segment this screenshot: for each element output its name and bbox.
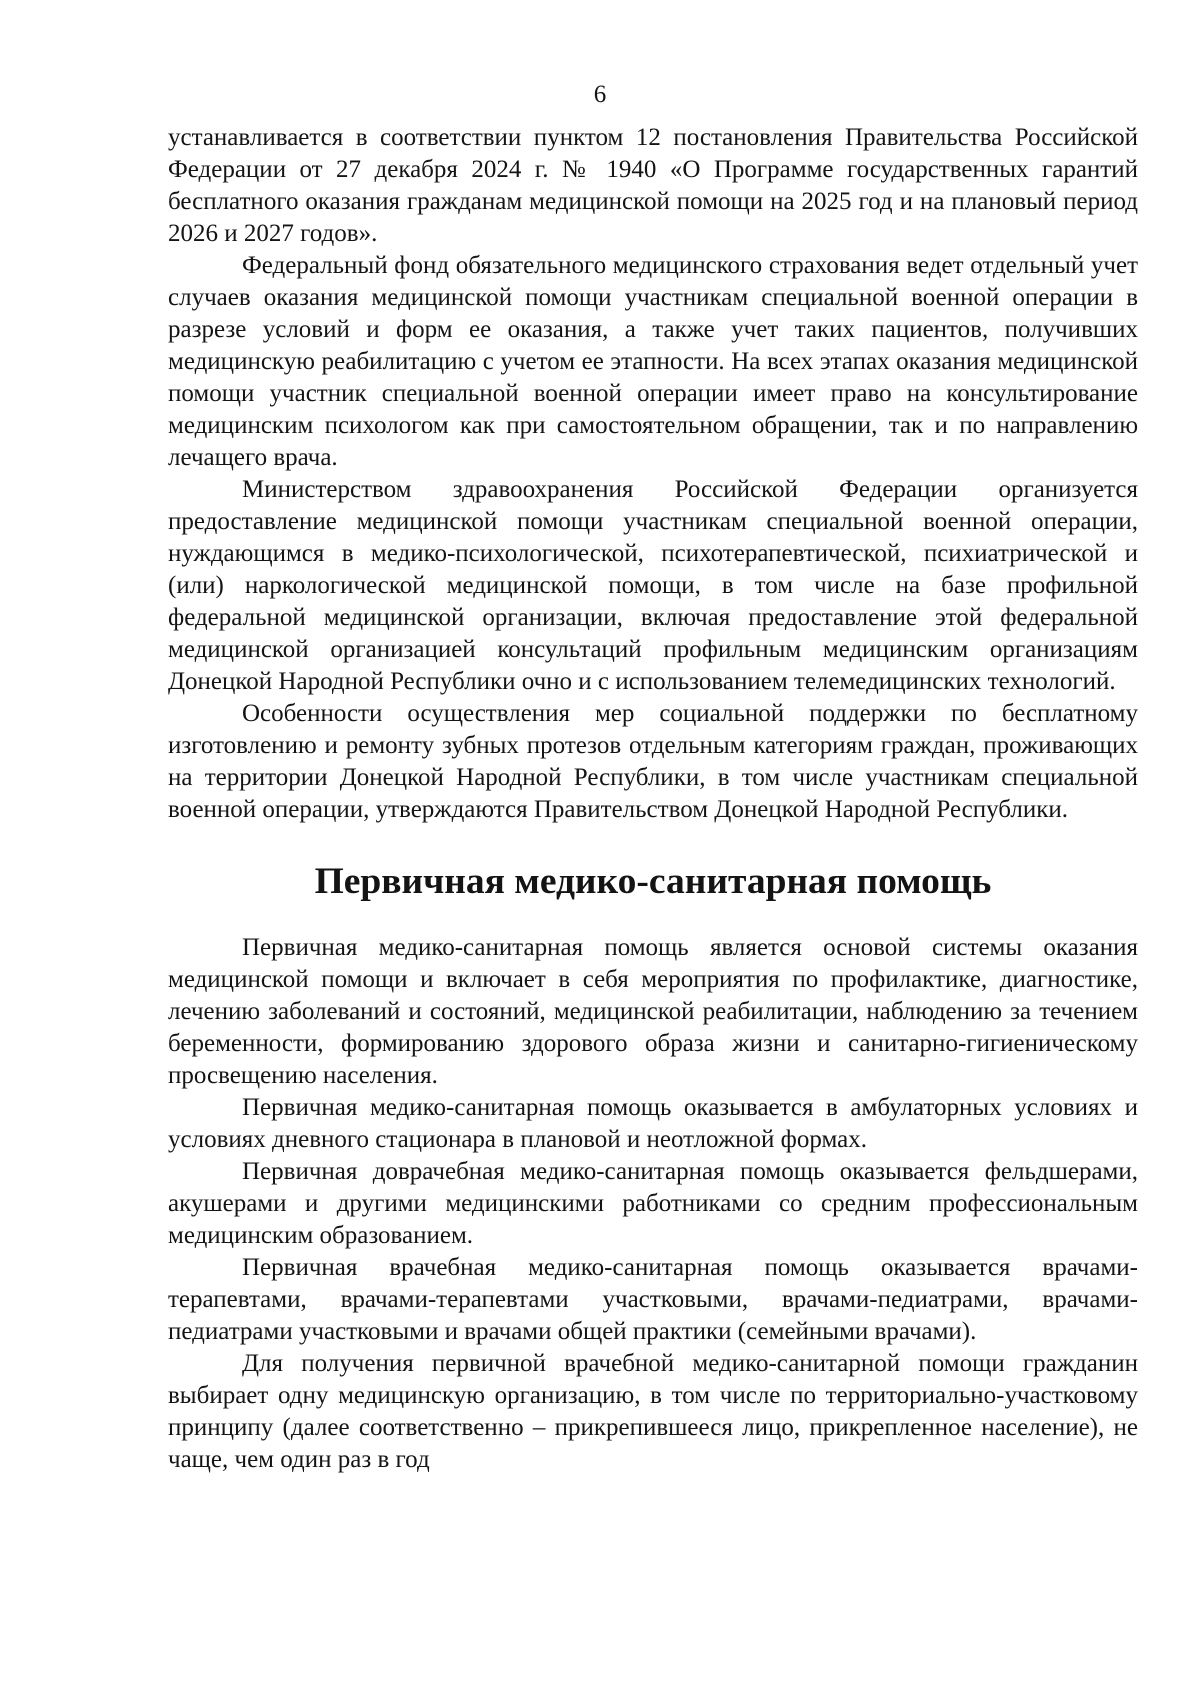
page-number: 6 — [593, 81, 607, 108]
paragraph-ministry-health: Министерством здравоохранения Российской Федерации организуется предоставление медицинской помощи участникам специальной военной операции, нуждающимся в медико-психологической, психотерапевтической, психиатрической и (или) наркологической медицинской помощи, в том числе на базе профильной федеральной медицинской организации, включая предоставление этой федеральной медицинской организацией консультаций профильным медицинским организациям Донецкой Народной Республики очно и с использованием телемедицинских технологий. — [168, 476, 1138, 695]
paragraph-dental-support: Особенности осуществления мер социальной поддержки по бесплатному изготовлению и ремонту зубных протезов отдельным категориям граждан, проживающих на территории Донецкой Народной Республики, в том числе участникам специальной военной операции, утверждаются Правительством Донецкой Народной Республики. — [168, 700, 1138, 823]
paragraph-primary-care-conditions: Первичная медико-санитарная помощь оказывается в амбулаторных условиях и условиях дневного стационара в плановой и неотложной формах. — [168, 1094, 1138, 1153]
paragraph-ffoms-accounting: Федеральный фонд обязательного медицинского страхования ведет отдельный учет случаев оказания медицинской помощи участникам специальной военной операции в разрезе условий и форм ее оказания, а также учет таких пациентов, получивших медицинскую реабилитацию с учетом ее этапности. На всех этапах оказания медицинской помощи участник специальной военной операции имеет право на консультирование медицинским психологом как при самостоятельном обращении, так и по направлению лечащего врача. — [168, 252, 1138, 471]
paragraph-primary-care-definition: Первичная медико-санитарная помощь является основой системы оказания медицинской помощи и включает в себя мероприятия по профилактике, диагностике, лечению заболеваний и состояний, медицинской реабилитации, наблюдению за течением беременности, формированию здорового образа жизни и санитарно-гигиеническому просвещению населения. — [168, 934, 1138, 1089]
paragraph-medical-care-doctors: Первичная врачебная медико-санитарная помощь оказывается врачами-терапевтами, врачами-терапевтами участковыми, врачами-педиатрами, врачами-педиатрами участковыми и врачами общей практики (семейными врачами). — [168, 1254, 1138, 1345]
paragraph-choice-of-organization: Для получения первичной врачебной медико-санитарной помощи гражданин выбирает одну медицинскую организацию, в том числе по территориально-участковому принципу (далее соответственно – прикрепившееся лицо, прикрепленное население), не чаще, чем один раз в год — [168, 1350, 1138, 1473]
document-body — [168, 122, 1138, 1476]
section-heading: Первичная медико-санитарная помощь — [314, 861, 992, 902]
paragraph-pre-medical-care: Первичная доврачебная медико-санитарная помощь оказывается фельдшерами, акушерами и другими медицинскими работниками со средним профессиональным медицинским образованием. — [168, 1158, 1138, 1249]
paragraph-continuation: устанавливается в соответствии пунктом 12 постановления Правительства Российской Федерации от 27 декабря 2024 г. № 1940 «О Программе государственных гарантий бесплатного оказания гражданам медицинской помощи на 2025 год и на плановый период 2026 и 2027 годов». — [168, 124, 1138, 247]
